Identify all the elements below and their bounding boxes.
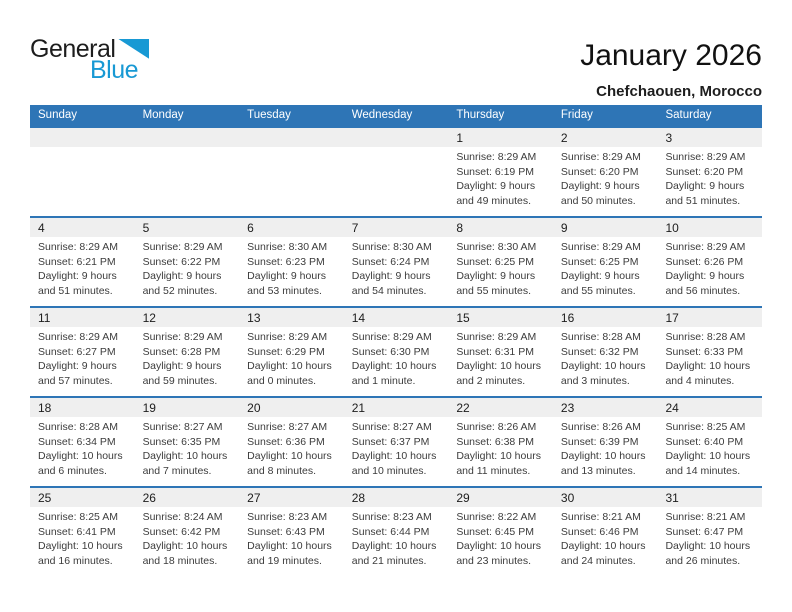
sunset-text: Sunset: 6:40 PM: [665, 435, 744, 448]
sunrise-text: Sunrise: 8:29 AM: [665, 241, 746, 253]
daylight-text: Daylight: 10 hours and 24 minutes.: [560, 540, 646, 567]
sunrise-text: Sunrise: 8:21 AM: [665, 511, 746, 523]
day-number-band: [344, 218, 449, 237]
day-number: 31: [665, 491, 679, 505]
calendar-cell-day-1: [448, 128, 553, 216]
sunset-text: Sunset: 6:30 PM: [351, 345, 430, 358]
weekday-header-saturday: Saturday: [665, 109, 712, 121]
cell-body: [239, 507, 344, 568]
sunset-text: Sunset: 6:32 PM: [560, 345, 639, 358]
calendar-cell-day-3: [657, 128, 762, 216]
calendar-cell-day-12: [135, 308, 240, 396]
cell-body: [448, 417, 553, 478]
sunset-text: Sunset: 6:22 PM: [142, 255, 221, 268]
daylight-text: Daylight: 9 hours and 49 minutes.: [456, 180, 536, 207]
daylight-text: Daylight: 10 hours and 23 minutes.: [456, 540, 541, 567]
cell-body: [657, 417, 762, 478]
sunset-text: Sunset: 6:43 PM: [247, 525, 325, 538]
day-number-band: [448, 218, 553, 237]
week-row: [30, 306, 762, 396]
day-number: 13: [247, 311, 261, 325]
calendar-cell-day-15: [448, 308, 553, 396]
cell-body: [553, 507, 658, 568]
week-row: [30, 126, 762, 216]
calendar-cell-day-21: [344, 398, 449, 486]
logo-text-general: General: [30, 35, 116, 63]
daylight-text: Daylight: 9 hours and 55 minutes.: [560, 270, 640, 297]
calendar-cell-day-18: [30, 398, 135, 486]
sunrise-text: Sunrise: 8:29 AM: [665, 151, 746, 163]
daylight-text: Daylight: 10 hours and 6 minutes.: [38, 450, 123, 477]
cell-body: [344, 507, 449, 568]
weekday-header-tuesday: Tuesday: [247, 109, 291, 121]
sunset-text: Sunset: 6:36 PM: [247, 435, 325, 448]
cell-body: [30, 327, 135, 388]
sunrise-text: Sunrise: 8:24 AM: [142, 511, 223, 523]
day-number-band: [657, 398, 762, 417]
calendar-cell-day-27: [239, 488, 344, 576]
calendar-cell-empty: [135, 128, 240, 216]
sunrise-text: Sunrise: 8:21 AM: [560, 511, 641, 523]
day-number-band: [344, 488, 449, 507]
sunset-text: Sunset: 6:35 PM: [142, 435, 221, 448]
sunset-text: Sunset: 6:34 PM: [38, 435, 116, 448]
cell-body: [30, 237, 135, 298]
sunrise-text: Sunrise: 8:30 AM: [247, 241, 328, 253]
day-number-band: [553, 218, 658, 237]
sunset-text: Sunset: 6:25 PM: [560, 255, 639, 268]
daylight-text: Daylight: 9 hours and 55 minutes.: [456, 270, 536, 297]
day-number-band: [239, 398, 344, 417]
calendar-cell-day-13: [239, 308, 344, 396]
daylight-text: Daylight: 10 hours and 0 minutes.: [247, 360, 332, 387]
day-number: 10: [665, 221, 679, 235]
day-number: 14: [351, 311, 366, 325]
sunset-text: Sunset: 6:44 PM: [351, 525, 430, 538]
week-row: [30, 396, 762, 486]
calendar-cell-empty: [239, 128, 344, 216]
calendar-cell-day-30: [553, 488, 658, 576]
daylight-text: Daylight: 9 hours and 57 minutes.: [38, 360, 117, 387]
sunrise-text: Sunrise: 8:27 AM: [247, 421, 328, 433]
sunset-text: Sunset: 6:19 PM: [456, 165, 534, 178]
cell-body: [553, 147, 658, 208]
calendar-cell-day-4: [30, 218, 135, 306]
sunrise-text: Sunrise: 8:27 AM: [351, 421, 432, 433]
cell-body: [448, 507, 553, 568]
calendar-cell-day-16: [553, 308, 658, 396]
month-title: January 2026: [580, 39, 762, 72]
cell-body: [135, 237, 240, 298]
daylight-text: Daylight: 9 hours and 51 minutes.: [38, 270, 117, 297]
daylight-text: Daylight: 10 hours and 8 minutes.: [247, 450, 332, 477]
cell-body: [448, 147, 553, 208]
calendar-grid: [30, 126, 762, 576]
sunset-text: Sunset: 6:33 PM: [665, 345, 744, 358]
cell-body: [344, 327, 449, 388]
day-number-band: [135, 398, 240, 417]
cell-body: [657, 237, 762, 298]
calendar-cell-empty: [344, 128, 449, 216]
weekday-header-row: [30, 105, 762, 126]
calendar-cell-day-11: [30, 308, 135, 396]
sunrise-text: Sunrise: 8:28 AM: [665, 331, 746, 343]
calendar-cell-day-25: [30, 488, 135, 576]
day-number-band: [553, 488, 658, 507]
calendar-cell-day-7: [344, 218, 449, 306]
day-number-band: [553, 308, 658, 327]
cell-body: [135, 507, 240, 568]
week-row: [30, 216, 762, 306]
cell-body: [135, 327, 240, 388]
daylight-text: Daylight: 10 hours and 11 minutes.: [456, 450, 541, 477]
daylight-text: Daylight: 10 hours and 21 minutes.: [351, 540, 437, 567]
calendar-cell-day-10: [657, 218, 762, 306]
day-number-band: [135, 308, 240, 327]
day-number-band: [344, 398, 449, 417]
day-number-band: [239, 128, 344, 147]
sunset-text: Sunset: 6:25 PM: [456, 255, 534, 268]
daylight-text: Daylight: 9 hours and 56 minutes.: [665, 270, 745, 297]
calendar-cell-day-2: [553, 128, 658, 216]
calendar-cell-day-29: [448, 488, 553, 576]
day-number: 24: [665, 401, 679, 415]
calendar-cell-day-9: [553, 218, 658, 306]
day-number-band: [30, 488, 135, 507]
day-number-band: [135, 488, 240, 507]
calendar-cell-day-5: [135, 218, 240, 306]
calendar-cell-day-23: [553, 398, 658, 486]
sunset-text: Sunset: 6:46 PM: [560, 525, 639, 538]
sunset-text: Sunset: 6:37 PM: [351, 435, 430, 448]
day-number: 1: [456, 131, 463, 145]
calendar-cell-day-24: [657, 398, 762, 486]
sunset-text: Sunset: 6:24 PM: [351, 255, 430, 268]
daylight-text: Daylight: 10 hours and 10 minutes.: [351, 450, 437, 477]
daylight-text: Daylight: 10 hours and 2 minutes.: [456, 360, 541, 387]
cell-body: [239, 417, 344, 478]
daylight-text: Daylight: 10 hours and 18 minutes.: [142, 540, 228, 567]
day-number: 5: [142, 221, 150, 235]
calendar-cell-day-22: [448, 398, 553, 486]
day-number: 16: [560, 311, 575, 325]
week-row: [30, 486, 762, 576]
calendar: [30, 105, 762, 576]
general-blue-logo: [30, 35, 149, 84]
cell-body: [239, 237, 344, 298]
location-subtitle: Chefchaouen, Morocco: [596, 83, 762, 100]
day-number: 26: [142, 491, 156, 505]
calendar-cell-day-31: [657, 488, 762, 576]
day-number: 8: [456, 221, 463, 235]
sunrise-text: Sunrise: 8:29 AM: [351, 331, 432, 343]
day-number-band: [239, 308, 344, 327]
day-number-band: [135, 128, 240, 147]
cell-body: [657, 147, 762, 208]
sunset-text: Sunset: 6:20 PM: [560, 165, 639, 178]
day-number-band: [657, 218, 762, 237]
cell-body: [553, 237, 658, 298]
calendar-cell-day-8: [448, 218, 553, 306]
day-number: 25: [38, 491, 52, 505]
cell-body: [657, 507, 762, 568]
cell-body: [30, 507, 135, 568]
sunrise-text: Sunrise: 8:28 AM: [38, 421, 118, 433]
day-number-band: [553, 398, 658, 417]
cell-body: [239, 327, 344, 388]
day-number: 21: [351, 401, 366, 415]
sunrise-text: Sunrise: 8:23 AM: [351, 511, 432, 523]
weekday-header-sunday: Sunday: [38, 109, 78, 121]
sunrise-text: Sunrise: 8:26 AM: [456, 421, 537, 433]
calendar-cell-day-19: [135, 398, 240, 486]
day-number: 7: [351, 221, 359, 235]
daylight-text: Daylight: 9 hours and 59 minutes.: [142, 360, 222, 387]
daylight-text: Daylight: 10 hours and 16 minutes.: [38, 540, 123, 567]
sunrise-text: Sunrise: 8:29 AM: [142, 331, 223, 343]
sunset-text: Sunset: 6:47 PM: [665, 525, 744, 538]
sunset-text: Sunset: 6:41 PM: [38, 525, 116, 538]
day-number-band: [239, 488, 344, 507]
daylight-text: Daylight: 9 hours and 54 minutes.: [351, 270, 431, 297]
daylight-text: Daylight: 10 hours and 13 minutes.: [560, 450, 646, 477]
daylight-text: Daylight: 10 hours and 1 minute.: [351, 360, 437, 387]
sunset-text: Sunset: 6:23 PM: [247, 255, 325, 268]
day-number: 2: [560, 131, 568, 145]
sunrise-text: Sunrise: 8:25 AM: [665, 421, 746, 433]
cell-body: [344, 237, 449, 298]
sunrise-text: Sunrise: 8:29 AM: [456, 331, 537, 343]
sunrise-text: Sunrise: 8:29 AM: [560, 151, 641, 163]
day-number: 3: [665, 131, 673, 145]
sunrise-text: Sunrise: 8:23 AM: [247, 511, 328, 523]
day-number-band: [448, 488, 553, 507]
cell-body: [135, 417, 240, 478]
day-number: 9: [560, 221, 568, 235]
sunrise-text: Sunrise: 8:30 AM: [456, 241, 537, 253]
day-number-band: [448, 128, 553, 147]
sunrise-text: Sunrise: 8:29 AM: [142, 241, 223, 253]
weekday-header-wednesday: Wednesday: [351, 109, 413, 121]
day-number-band: [344, 128, 449, 147]
cell-body: [657, 327, 762, 388]
calendar-cell-empty: [30, 128, 135, 216]
day-number-band: [344, 308, 449, 327]
day-number: 6: [247, 221, 254, 235]
calendar-cell-day-26: [135, 488, 240, 576]
daylight-text: Daylight: 10 hours and 14 minutes.: [665, 450, 751, 477]
day-number-band: [553, 128, 658, 147]
daylight-text: Daylight: 9 hours and 52 minutes.: [142, 270, 222, 297]
day-number-band: [657, 308, 762, 327]
weekday-header-friday: Friday: [560, 109, 593, 121]
sunrise-text: Sunrise: 8:22 AM: [456, 511, 537, 523]
day-number: 30: [560, 491, 575, 505]
sunrise-text: Sunrise: 8:25 AM: [38, 511, 118, 523]
cell-body: [344, 417, 449, 478]
calendar-cell-day-6: [239, 218, 344, 306]
sunrise-text: Sunrise: 8:29 AM: [38, 241, 118, 253]
daylight-text: Daylight: 9 hours and 51 minutes.: [665, 180, 745, 207]
day-number-band: [135, 218, 240, 237]
calendar-cell-day-20: [239, 398, 344, 486]
day-number-band: [657, 128, 762, 147]
day-number: 27: [247, 491, 261, 505]
sunset-text: Sunset: 6:29 PM: [247, 345, 325, 358]
sunrise-text: Sunrise: 8:28 AM: [560, 331, 641, 343]
sunset-text: Sunset: 6:39 PM: [560, 435, 639, 448]
day-number: 22: [456, 401, 470, 415]
daylight-text: Daylight: 10 hours and 7 minutes.: [142, 450, 228, 477]
sunrise-text: Sunrise: 8:29 AM: [456, 151, 537, 163]
sunset-text: Sunset: 6:28 PM: [142, 345, 221, 358]
cell-body: [553, 417, 658, 478]
day-number-band: [448, 398, 553, 417]
sunrise-text: Sunrise: 8:27 AM: [142, 421, 223, 433]
daylight-text: Daylight: 9 hours and 53 minutes.: [247, 270, 326, 297]
cell-body: [448, 327, 553, 388]
calendar-cell-day-17: [657, 308, 762, 396]
day-number: 29: [456, 491, 470, 505]
day-number-band: [30, 398, 135, 417]
cell-body: [553, 327, 658, 388]
day-number-band: [448, 308, 553, 327]
weekday-header-thursday: Thursday: [456, 109, 505, 121]
sunset-text: Sunset: 6:45 PM: [456, 525, 534, 538]
sunrise-text: Sunrise: 8:29 AM: [560, 241, 641, 253]
day-number: 18: [38, 401, 52, 415]
sunset-text: Sunset: 6:27 PM: [38, 345, 116, 358]
calendar-cell-day-14: [344, 308, 449, 396]
day-number-band: [657, 488, 762, 507]
sunset-text: Sunset: 6:21 PM: [38, 255, 116, 268]
day-number: 12: [142, 311, 156, 325]
sunrise-text: Sunrise: 8:29 AM: [247, 331, 328, 343]
sunset-text: Sunset: 6:20 PM: [665, 165, 744, 178]
daylight-text: Daylight: 10 hours and 4 minutes.: [665, 360, 751, 387]
daylight-text: Daylight: 10 hours and 26 minutes.: [665, 540, 751, 567]
sunrise-text: Sunrise: 8:26 AM: [560, 421, 641, 433]
day-number: 19: [142, 401, 156, 415]
logo-text-blue: Blue: [90, 56, 139, 84]
sunrise-text: Sunrise: 8:29 AM: [38, 331, 118, 343]
sunset-text: Sunset: 6:42 PM: [142, 525, 221, 538]
sunset-text: Sunset: 6:38 PM: [456, 435, 534, 448]
sunset-text: Sunset: 6:31 PM: [456, 345, 534, 358]
sunset-text: Sunset: 6:26 PM: [665, 255, 744, 268]
day-number: 17: [665, 311, 679, 325]
daylight-text: Daylight: 10 hours and 3 minutes.: [560, 360, 646, 387]
day-number: 23: [560, 401, 575, 415]
weekday-header-monday: Monday: [142, 109, 184, 121]
day-number-band: [30, 308, 135, 327]
day-number-band: [30, 128, 135, 147]
day-number: 28: [351, 491, 366, 505]
day-number-band: [30, 218, 135, 237]
cell-body: [448, 237, 553, 298]
daylight-text: Daylight: 9 hours and 50 minutes.: [560, 180, 640, 207]
cell-body: [30, 417, 135, 478]
day-number: 15: [456, 311, 470, 325]
sunrise-text: Sunrise: 8:30 AM: [351, 241, 432, 253]
day-number: 4: [38, 221, 45, 235]
daylight-text: Daylight: 10 hours and 19 minutes.: [247, 540, 332, 567]
title-block: [580, 40, 762, 100]
day-number-band: [239, 218, 344, 237]
calendar-cell-day-28: [344, 488, 449, 576]
day-number: 11: [38, 311, 51, 325]
day-number: 20: [247, 401, 261, 415]
